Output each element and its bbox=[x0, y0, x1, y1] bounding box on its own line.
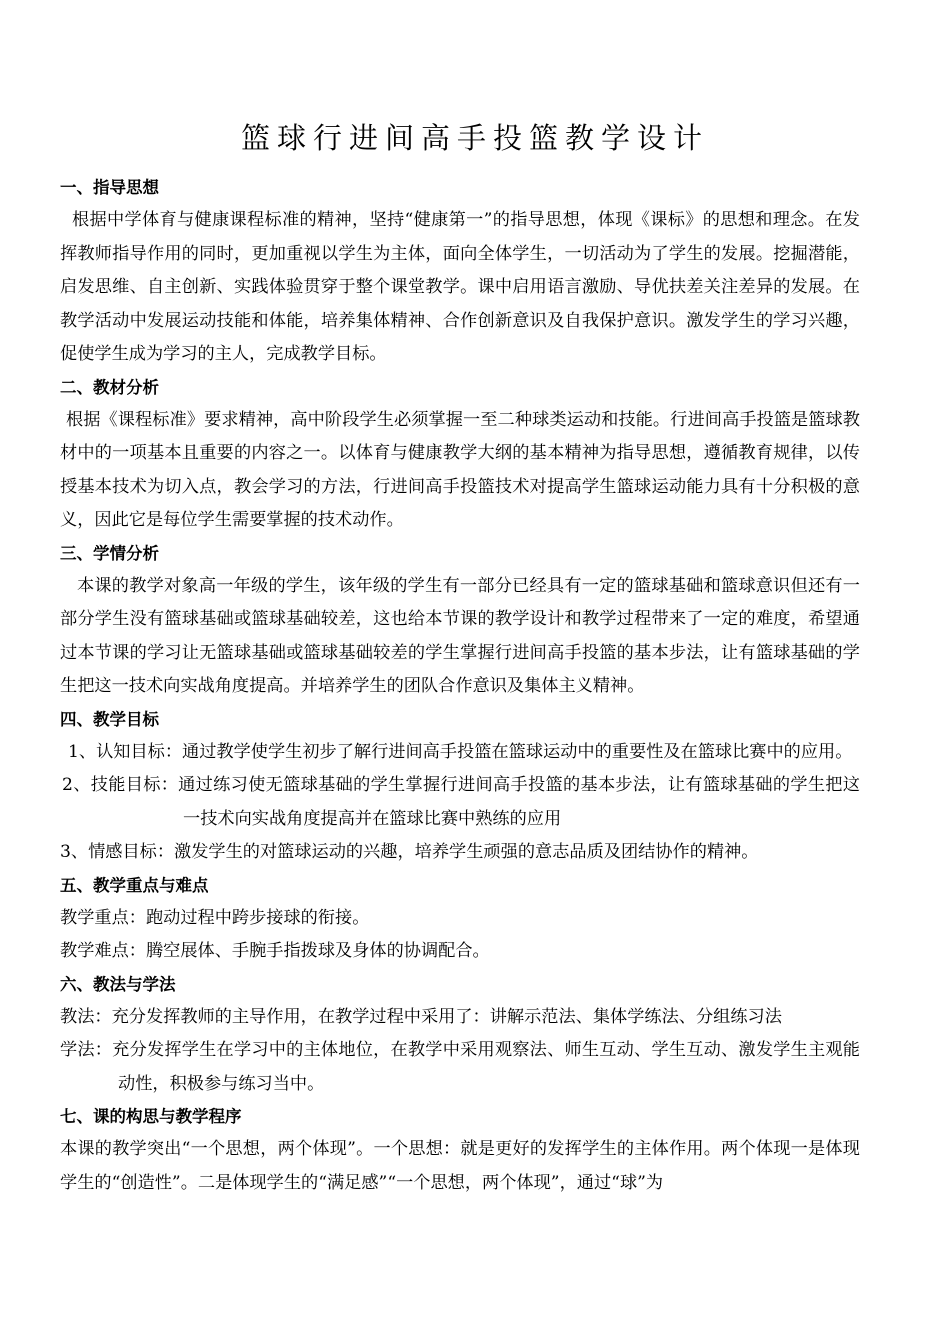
section-heading-lesson-design: 七、课的构思与教学程序 bbox=[60, 1107, 242, 1126]
goal-skill: 2、技能目标：通过练习使无篮球基础的学生掌握行进间高手投篮的基本步法，让有篮球基础的学生把这一技术向实战角度提高并在篮球比赛中熟练的应用 bbox=[62, 775, 860, 829]
section-heading-teaching-goals: 四、教学目标 bbox=[60, 709, 159, 729]
section-text-guiding-ideology: 根据中学体育与健康课程标准的精神，坚持“健康第一”的指导思想，体现《课标》的思想和理念。在发挥教师指导作用的同时，更加重视以学生为主体，面向全体学生，一切活动为了学生的发展。挖掘潜能，启发思维、自主创新、实践体验贯穿于整个课堂教学。课中启用语言激励、导优扶差关注差异的发展。在教学活动中发展运动技能和体能，培养集体精神、合作创新意识及自我保护意识。激发学生的学习兴趣，促使学生成为学习的主人，完成教学目标。 bbox=[60, 210, 860, 364]
section-text-material-analysis: 根据《课程标准》要求精神，高中阶段学生必须掌握一至二种球类运动和技能。行进间高手投篮是篮球教材中的一项基本且重要的内容之一。以体育与健康教学大纲的基本精神为指导思想，遵循教育规律，以传授基本技术为切入点，教会学习的方法，行进间高手投篮技术对提高学生篮球运动能力具有十分积极的意义，因此它是每位学生需要掌握的技术动作。 bbox=[60, 409, 860, 530]
section-heading-material-analysis: 二、教材分析 bbox=[60, 377, 159, 397]
goal-cognitive: 1、认知目标：通过教学使学生初步了解行进间高手投篮在篮球运动中的重要性及在篮球比赛中的应用。 bbox=[68, 741, 853, 762]
section-heading-methods: 六、教法与学法 bbox=[60, 974, 176, 994]
difficult-point-line: 教学难点：腾空展体、手腕手指拨球及身体的协调配合。 bbox=[60, 941, 490, 961]
document-title: 篮球行进间高手投篮教学设计 bbox=[240, 121, 709, 155]
section-heading-key-points: 五、教学重点与难点 bbox=[60, 875, 209, 895]
key-point-line: 教学重点：跑动过程中跨步接球的衔接。 bbox=[60, 907, 370, 928]
learning-method-line: 学法：充分发挥学生在学习中的主体地位，在教学中采用观察法、师生互动、学生互动、激发学生主观能动性，积极参与练习当中。 bbox=[60, 1040, 860, 1094]
section-text-lesson-design: 本课的教学突出“一个思想，两个体现”。一个思想：就是更好的发挥学生的主体作用。两个体现一是体现学生的“创造性”。二是体现学生的“满足感”“一个思想，两个体现”，通过“球”为 bbox=[60, 1139, 860, 1193]
teaching-method-line: 教法：充分发挥教师的主导作用，在教学过程中采用了：讲解示范法、集体学练法、分组练习法 bbox=[60, 1006, 782, 1027]
section-heading-student-analysis: 三、学情分析 bbox=[60, 543, 159, 563]
section-text-student-analysis: 本课的教学对象高一年级的学生，该年级的学生有一部分已经具有一定的篮球基础和篮球意识但还有一部分学生没有篮球基础或篮球基础较差，这也给本节课的教学设计和教学过程带来了一定的难度，希望通过本节课的学习让无篮球基础或篮球基础较差的学生掌握行进间高手投篮的基本步法，让有篮球基础的学生把这一技术向实战角度提高。并培养学生的团队合作意识及集体主义精神。 bbox=[60, 575, 860, 696]
document-body bbox=[60, 172, 860, 1200]
goal-affective: 3、情感目标：激发学生的对篮球运动的兴趣，培养学生顽强的意志品质及团结协作的精神。 bbox=[60, 842, 759, 862]
section-heading-guiding-ideology: 一、指导思想 bbox=[60, 178, 159, 197]
